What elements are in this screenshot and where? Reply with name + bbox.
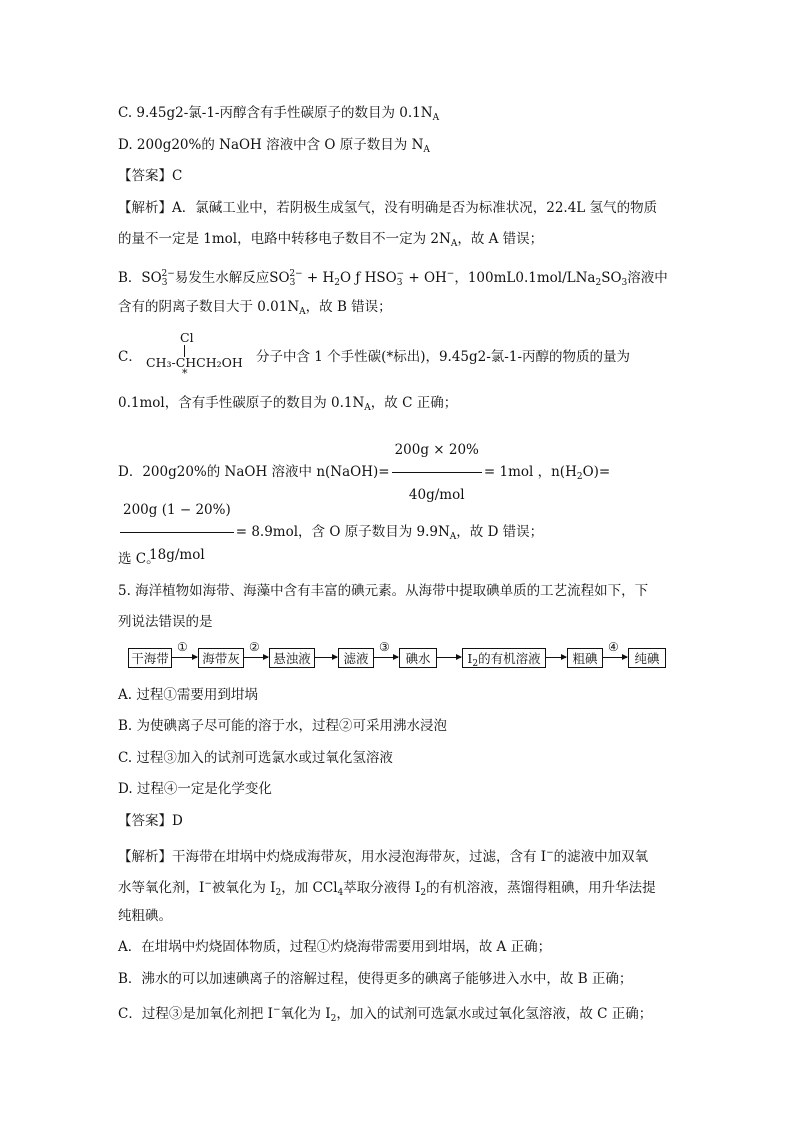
structural-formula: [146, 330, 256, 378]
question-5-line-1: 5. 海洋植物如海带、海藻中含有丰富的碘元素。从海带中提取碘单质的工艺流程如下，下: [118, 583, 649, 599]
analysis-d-line-1: D．200g20%的 NaOH 溶液中 n(NaOH)= $\frac{200g \times 20\%}{\text{40g/mol}}$ = 1mol ，$n(H_2O)=$: [118, 430, 610, 515]
analysis-2-line-3: 纯粗碘。: [118, 908, 172, 924]
analysis-1-line-1: 【解析】A．氯碱工业中，若阴极生成氢气，没有明确是否为标准状况，22.4L 氢气的物质: [118, 200, 658, 216]
flow-box-pure-iodine: 纯碘: [628, 648, 666, 668]
flow-arrow: [172, 657, 197, 658]
analysis-2-option-b: B．沸水的可以加速碘离子的溶解过程，使得更多的碘离子能够进入水中，故 B 正确；: [118, 971, 633, 987]
analysis-c-label: C．: [118, 349, 142, 365]
option-d: D. 200g20%的 NaOH 溶液中含 O 原子数目为 $N_A$: [118, 137, 430, 155]
analysis-c-line-2: 0.1mol，含有手性碳原子的数目为 $0.1N_A$，故 C 正确；: [118, 395, 458, 413]
chlorine-atom: Cl: [180, 330, 194, 345]
step-1-label: ①: [177, 640, 188, 654]
step-4-label: ④: [608, 640, 619, 654]
chiral-mark: *: [182, 367, 188, 380]
flow-arrow: [603, 657, 627, 658]
flow-arrow: [315, 657, 337, 658]
analysis-2-option-a: A．在坩埚中灼烧固体物质，过程①灼烧海带需要用到坩埚，故 A 正确；: [118, 939, 552, 955]
analysis-b-line-2: 含有的阴离子数目大于 $0.01N_A$，故 B 错误；: [118, 299, 392, 317]
step-3-label: ③: [379, 640, 390, 654]
main-chain: CH₃-CHCH₂OH: [146, 355, 243, 370]
flow-box-crude-iodine: 粗碘: [567, 648, 603, 668]
analysis-c-text: 分子中含 1 个手性碳(*标出)，9.45g2-氯-1-丙醇的物质的量为: [256, 349, 631, 365]
analysis-1-line-2: 的量不一定是 1mol，电路中转移电子数目不一定为 $2N_A$，故 A 错误；: [118, 231, 544, 249]
flow-arrow: [244, 657, 268, 658]
flow-box-suspension: 悬浊液: [269, 648, 315, 668]
question-5-option-a: A. 过程①需要用到坩埚: [118, 687, 258, 703]
choose-answer: 选 C。: [118, 551, 160, 567]
fraction-water: $\frac{200g (1 - 20\%)}{\text{18g/mol}}$: [120, 490, 234, 575]
analysis-2-line-1: 【解析】干海带在坩埚中灼烧成海带灰，用水浸泡海带灰，过滤，含有 I−的滤液中加双氧: [118, 848, 649, 865]
step-2-label: ②: [249, 640, 260, 654]
analysis-2-option-c: C．过程③是加氧化剂把 I−氧化为 $I_2$，加入的试剂可选氯水或过氧化氢溶液，故 C 正确；: [118, 1005, 653, 1024]
question-5-option-d: D. 过程④一定是化学变化: [118, 781, 272, 797]
option-c: C. 9.45g2-氯-1-丙醇含有手性碳原子的数目为 $0.1N_A$: [118, 105, 440, 123]
fraction-naoh: $\frac{200g \times 20\%}{\text{40g/mol}}$: [392, 430, 482, 515]
flow-box-kelp-ash: 海带灰: [198, 648, 244, 668]
question-5-line-2: 列说法错误的是: [118, 614, 213, 630]
analysis-2-line-2: 水等氧化剂，I−被氧化为 $I_2$，加 CCl$_4$萃取分液得 $I_2$的有机溶液，蒸馏得粗碘，用升华法提: [118, 879, 656, 898]
analysis-d-line-2: $\frac{200g (1 - 20\%)}{\text{18g/mol}}$ = 8.9mol，含 O 原子数目为 $9.9N_A$，故 D 错误；: [118, 490, 543, 575]
answer-2: 【答案】D: [118, 813, 183, 829]
flow-arrow: [437, 657, 461, 658]
flow-box-organic-solution: $I_2$的有机溶液: [462, 648, 546, 668]
question-5-option-b: B. 为使碘离子尽可能的溶于水，过程②可采用沸水浸泡: [118, 718, 448, 734]
flow-box-dry-kelp: 干海带: [128, 648, 172, 668]
flow-arrow: [374, 657, 398, 658]
question-5-option-c: C. 过程③加入的试剂可选氯水或过氧化氢溶液: [118, 750, 393, 766]
flow-box-iodine-water: 碘水: [399, 648, 437, 668]
answer-1: 【答案】C: [118, 168, 183, 184]
flow-arrow: [546, 657, 566, 658]
analysis-b-line-1: B．$SO_3^{2-}$易发生水解反应$SO_3^{2-} + H_2O$ ƒ $HSO_3^- + OH^-$，$100mL0.1mol/LNa_2SO_3$溶液中: [118, 269, 668, 288]
flow-box-filtrate: 滤液: [338, 648, 374, 668]
